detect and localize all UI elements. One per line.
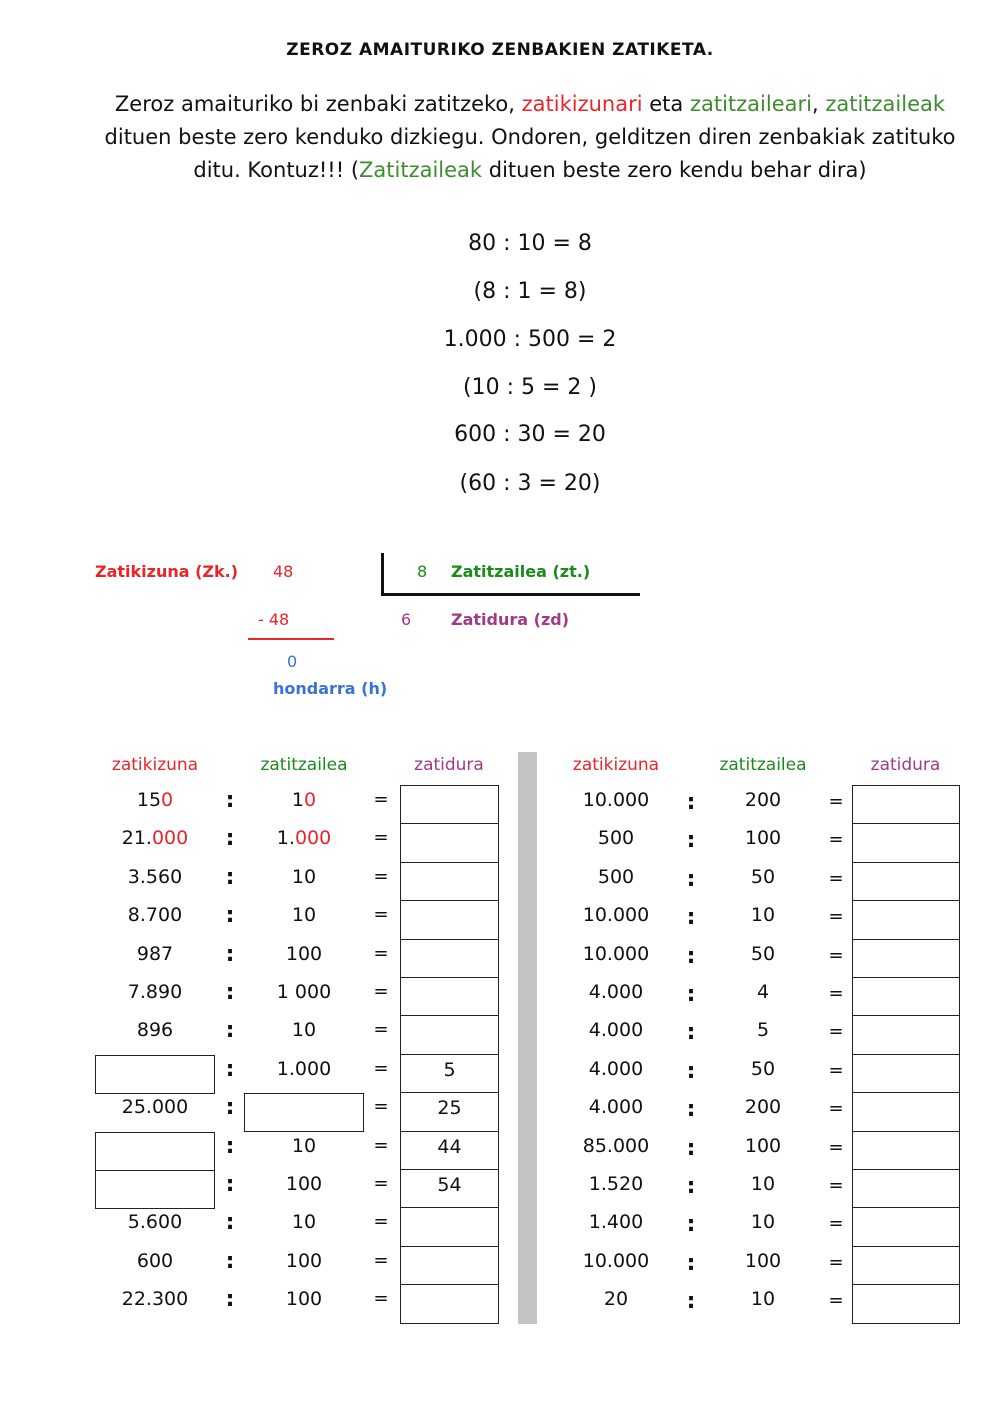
dividend-answer-box[interactable] [95,1132,215,1171]
dividend-value: 10.000 [582,942,650,965]
colon-symbol: : [225,788,235,813]
equals-symbol: = [373,942,389,964]
divisor-removed-zeros: 000 [294,827,332,850]
quotient-answer-box[interactable] [400,1015,499,1054]
example-line: 80 : 10 = 8 [468,231,592,256]
dividend-value: 22.300 [121,1288,189,1311]
quotient-answer-box[interactable] [400,1246,499,1285]
dividend-cell [95,862,215,900]
equals-symbol: = [373,1173,389,1194]
divisor-cell [244,1015,364,1053]
intro-text-1: Zeroz amaituriko bi zenbaki zatitzeko, [114,92,522,116]
dividend-answer-box[interactable] [95,1055,215,1094]
colon-symbol: : [225,941,235,967]
equals-symbol: = [828,1059,844,1081]
equals-symbol: = [373,1134,389,1156]
quotient-answer-box[interactable] [852,862,960,901]
equals-symbol: = [828,983,844,1004]
quotient-answer-box[interactable] [852,1054,960,1093]
divisor-value: 10 [750,1211,776,1234]
quotient-answer-box[interactable] [852,785,960,824]
quotient-answer-box[interactable]: 54 [400,1169,499,1208]
dividend-value: 600 [136,1249,174,1272]
equals-symbol: = [373,1211,389,1233]
right-header-divisor: zatitzailea [719,755,807,775]
colon-symbol: : [686,943,696,969]
dividend-value: 4.000 [588,1019,644,1042]
dividend-value: 8.700 [127,904,183,927]
division-bracket-horizontal [381,593,640,596]
divisor-value: 10 [750,1288,776,1311]
colon-symbol: : [225,1248,235,1274]
quotient-answer-box[interactable] [400,977,499,1016]
divisor-cell [244,900,364,938]
dividend-value: 20 [603,1288,629,1311]
dividend-cell [95,977,215,1015]
equals-symbol: = [828,1251,844,1273]
quotient-answer-box[interactable]: 25 [400,1092,499,1131]
quotient-answer-box[interactable] [400,862,499,901]
dividend-cell [95,939,215,977]
quotient-label: Zatidura (zd) [451,610,570,629]
divisor-value: 50 [750,1057,776,1080]
example-line: 600 : 30 = 20 [454,422,606,447]
dividend-value: 7.890 [127,981,183,1003]
dividend-value: 10.000 [582,1249,650,1272]
divisor-cell [244,1054,364,1092]
equals-symbol: = [828,906,844,928]
divisor-value: 200 [744,789,782,811]
colon-symbol: : [225,1056,235,1082]
intro-zatitzaileari: zatitzaileari [689,92,812,116]
divisor-value: 50 [750,942,776,965]
dividend-value: 15 [136,789,162,811]
dividend-cell [95,900,215,938]
equals-symbol: = [373,789,389,810]
subtract-line [248,638,334,640]
intro-zatikizunari: zatikizunari [521,92,643,116]
equals-symbol: = [373,1249,389,1271]
intro-zatitzaileak-2: Zatitzaileak [359,158,483,182]
colon-symbol: : [686,1058,696,1084]
dividend-value: 500 [597,827,635,850]
divisor-value: 5 [756,1019,770,1042]
colon-symbol: : [686,1289,696,1315]
remainder-value: 0 [287,652,298,671]
colon-symbol: : [225,1172,235,1197]
divisor-value: 100 [285,1249,323,1272]
quotient-answer-box[interactable] [400,1207,499,1246]
dividend-value: 500 [597,865,635,888]
dividend-cell [95,1207,215,1245]
equals-symbol: = [373,827,389,849]
divisor-value: 200 [744,1096,782,1119]
equals-symbol: = [828,1098,844,1120]
right-header-dividend: zatikizuna [572,755,660,775]
intro-zatitzaileak-1: zatitzaileak [825,92,946,116]
quotient-answer-box[interactable] [400,900,499,939]
left-header-divisor: zatitzailea [260,755,348,775]
divisor-value: 100 [285,942,323,965]
equals-symbol: = [828,1175,844,1196]
left-header-dividend: zatikizuna [111,755,199,775]
dividend-value: 10.000 [582,789,650,811]
equals-symbol: = [373,1057,389,1079]
colon-symbol: : [225,1210,235,1236]
divisor-value: 10 [750,904,776,927]
dividend-value: 48 [273,562,294,581]
colon-symbol: : [225,826,235,852]
equals-symbol: = [373,981,389,1002]
colon-symbol: : [686,982,696,1007]
intro-paragraph [95,88,965,187]
divisor-cell [244,977,364,1015]
equals-symbol: = [828,1213,844,1235]
colon-symbol: : [225,864,235,890]
divisor-value: 50 [750,865,776,888]
colon-symbol: : [686,1212,696,1238]
divisor-value: 1. [276,827,295,850]
intro-text-3: , [811,92,819,116]
divisor-value: 10 [291,865,317,888]
divisor-cell [244,862,364,900]
divisor-cell [244,1169,364,1207]
colon-symbol: : [225,903,235,929]
column-separator [518,752,537,1324]
dividend-label: Zatikizuna (Zk.) [95,562,239,581]
colon-symbol: : [686,790,696,815]
dividend-answer-box[interactable] [95,1170,215,1209]
colon-symbol: : [225,1133,235,1159]
divisor-value: 100 [285,1288,323,1311]
subtract-value: - 48 [258,610,290,629]
left-header-quotient: zatidura [414,755,484,775]
colon-symbol: : [686,905,696,931]
equals-symbol: = [373,1019,389,1041]
divisor-value: 4 [756,981,770,1003]
quotient-answer-box[interactable] [852,939,960,978]
dividend-value: 10.000 [582,904,650,927]
dividend-value: 21. [121,827,152,850]
dividend-value: 4.000 [588,981,644,1003]
dividend-cell [95,823,215,861]
quotient-answer-box[interactable] [852,1131,960,1170]
divisor-value: 10 [750,1173,776,1195]
dividend-value: 1.520 [588,1173,644,1195]
quotient-answer-box[interactable] [852,977,960,1016]
quotient-answer-box[interactable] [852,823,960,862]
remainder-label: hondarra (h) [273,679,388,698]
equals-symbol: = [828,944,844,966]
dividend-removed-zeros: 000 [151,827,189,850]
divisor-value: 100 [744,1249,782,1272]
colon-symbol: : [686,1135,696,1161]
divisor-value: 100 [285,1173,323,1195]
dividend-cell [95,1092,215,1130]
quotient-answer-box[interactable] [852,1284,960,1323]
dividend-value: 85.000 [582,1134,650,1157]
dividend-value: 4.000 [588,1057,644,1080]
dividend-value: 25.000 [121,1096,189,1119]
divisor-value: 8 [417,562,428,581]
divisor-value: 10 [291,904,317,927]
equals-symbol: = [828,791,844,812]
right-header-quotient: zatidura [870,755,941,775]
divisor-value: 10 [291,1134,317,1157]
example-line: (10 : 5 = 2 ) [463,375,597,400]
divisor-label: Zatitzailea (zt.) [451,562,591,581]
dividend-cell [95,785,215,823]
divisor-cell [244,1246,364,1284]
quotient-answer-box[interactable] [400,1284,499,1323]
quotient-answer-box[interactable] [852,1015,960,1054]
colon-symbol: : [225,1018,235,1044]
equals-symbol: = [828,829,844,851]
intro-text-2: eta [642,92,690,116]
division-bracket-vertical [381,553,384,596]
quotient-answer-box[interactable] [400,823,499,862]
quotient-answer-box[interactable]: 44 [400,1131,499,1170]
example-line: 1.000 : 500 = 2 [443,327,617,352]
divisor-cell [244,939,364,977]
colon-symbol: : [225,1287,235,1313]
intro-text-5: dituen beste zero kendu behar dira) [482,158,867,182]
divisor-cell [244,823,364,861]
quotient-answer-box[interactable] [852,900,960,939]
equals-symbol: = [373,904,389,926]
divisor-answer-box[interactable] [244,1093,364,1132]
divisor-value: 1 [291,789,304,811]
colon-symbol: : [225,1095,235,1121]
equals-symbol: = [373,1096,389,1118]
divisor-removed-zeros: 0 [304,789,317,811]
divisor-cell [244,1207,364,1245]
quotient-answer-box[interactable] [852,1246,960,1285]
divisor-value: 1.000 [276,1057,332,1080]
equals-symbol: = [828,1290,844,1312]
dividend-value: 5.600 [127,1211,183,1234]
dividend-value: 896 [136,1019,174,1042]
colon-symbol: : [686,828,696,854]
dividend-value: 987 [136,942,174,965]
dividend-value: 3.560 [127,865,183,888]
dividend-cell [95,1284,215,1322]
dividend-value: 1.400 [588,1211,644,1234]
colon-symbol: : [686,866,696,892]
divisor-cell [244,1131,364,1169]
divisor-value: 100 [744,1134,782,1157]
equals-symbol: = [828,867,844,889]
dividend-cell [95,1246,215,1284]
quotient-answer-box[interactable] [852,1169,960,1208]
quotient-answer-box[interactable]: 5 [400,1054,499,1093]
colon-symbol: : [686,1020,696,1046]
divisor-cell [244,1284,364,1322]
divisor-value: 1 000 [276,981,332,1003]
colon-symbol: : [686,1250,696,1276]
colon-symbol: : [686,1097,696,1123]
dividend-cell [95,1015,215,1053]
dividend-removed-zeros: 0 [161,789,174,811]
divisor-cell [244,785,364,823]
quotient-answer-box[interactable] [852,1092,960,1131]
example-line: (8 : 1 = 8) [473,279,587,304]
page-title: ZEROZ AMAITURIKO ZENBAKIEN ZATIKETA. [286,40,714,60]
divisor-value: 10 [291,1211,317,1234]
quotient-answer-box[interactable] [400,939,499,978]
colon-symbol: : [686,1174,696,1199]
equals-symbol: = [373,865,389,887]
divisor-value: 100 [744,827,782,850]
divisor-value: 10 [291,1019,317,1042]
dividend-value: 4.000 [588,1096,644,1119]
equals-symbol: = [828,1136,844,1158]
colon-symbol: : [225,980,235,1005]
equals-symbol: = [373,1288,389,1310]
quotient-answer-box[interactable] [852,1207,960,1246]
equals-symbol: = [828,1021,844,1043]
example-line: (60 : 3 = 20) [459,471,601,496]
quotient-answer-box[interactable] [400,785,499,824]
intro-text-4: dituen beste zero kenduko dizkiegu. Ondoren, gelditzen diren zenbakiak zatituko ditu. Kontuz!!! ( [104,125,956,182]
quotient-value: 6 [401,610,412,629]
